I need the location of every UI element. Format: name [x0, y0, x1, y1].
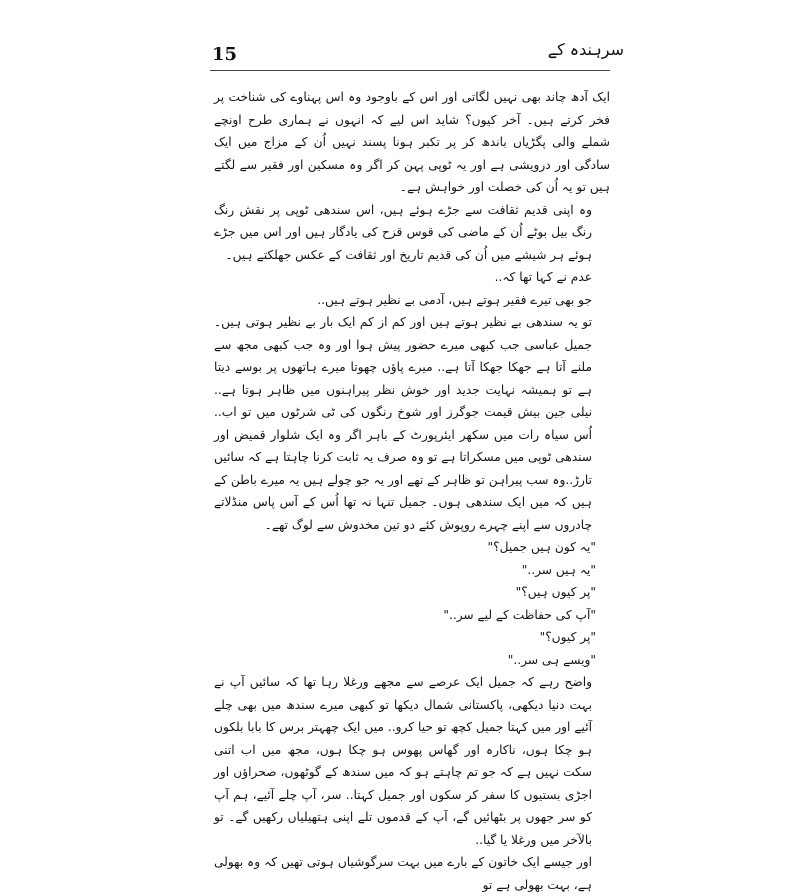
dialogue-line: "پر کیوں؟"	[539, 630, 596, 644]
dialogue-line: "یہ کون ہیں جمیل؟"	[487, 540, 596, 554]
paragraph-1: ایک آدھ چاند بھی نہیں لگاتی اور اس کے باوجود وہ اس پہناوے کی شناخت پر فخر کرتے ہیں۔ آخر کیوں؟ شاید اس لیے کہ انہوں نے ہماری طرح اونچے شملے والی پگڑیاں باندھ کر پر تکبر ہونا پسند نہیں اُن کے مزاج میں ایک سادگی اور درویشی ہے اور یہ ٹوپی پہن کر اگر وہ مسکین اور فقیر سے لگتے ہیں تو یہ اُن کی خصلت اور خواہش ہے۔	[214, 90, 610, 194]
running-header-title: سرہندہ کے	[547, 40, 624, 59]
paragraph-4: واضح رہے کہ جمیل ایک عرصے سے مجھے ورغلا رہا تھا کہ سائیں آپ نے بہت دنیا دیکھی، پاکستانی شمال دیکھا تو کبھی میرے سندھ میں بھی چلے آئیے اور میں کہتا جمیل کچھ تو حیا کرو.. میں ایک چھہتر برس کا بابا بلکوں ہو چکا ہوں، ناکارہ اور گھاس پھوس ہو چکا ہوں، مجھ میں اب اتنی سکت نہیں ہے کہ جو تم چاہتے ہو کہ میں سندھ کے گوٹھوں، صحراؤں اور اجڑی بستیوں کا سفر کر سکوں اور جمیل کہتا.. سر، آپ چلے آئیے، ہم آپ کو سر جھوں پر بٹھائیں گے، آپ کے قدموں تلے اپنی ہتھیلیاں رکھیں گے۔ تو بالآخر میں ورغلا یا گیا..	[214, 675, 592, 847]
page-body	[214, 86, 610, 896]
poet-quote-intro: عدم نے کہا تھا کہ..	[494, 270, 592, 284]
dialogue-line: "یہ ہیں سر.."	[521, 562, 596, 577]
header-divider	[210, 70, 610, 71]
dialogue-block	[214, 536, 610, 671]
paragraph-5: اور جیسے ایک خاتون کے بارے میں بہت سرگوشیاں ہوتی تھیں کہ وہ بھولی ہے، بہت بھولی ہے تو	[214, 855, 592, 892]
dialogue-line: "ویسے ہی سر.."	[507, 652, 596, 667]
paragraph-3: تو یہ سندھی بے نظیر ہوتے ہیں اور کم از کم ایک بار بے نظیر ہوتی ہیں۔ جمیل عباسی جب کبھی میرے حضور پیش ہوا اور وہ جب کبھی مجھ سے ملنے آتا ہے جھکا جھکا آتا ہے.. میرے پاؤں چھوتا میرے ہاتھوں پر بوسے دیتا ہے تو ہمیشہ نہایت جدید اور خوش نظر پیراہنوں میں ظاہر ہوتا ہے.. نیلی جین بیش قیمت جوگرز اور شوخ رنگوں کی ٹی شرٹوں میں تو اب.. اُس سیاہ رات میں سکھر ایئرپورٹ کے باہر اگر وہ ایک شلوار قمیض اور سندھی ٹوپی میں مسکراتا ہے تو وہ صرف یہ ثابت کرنا چاہتا ہے کہ سائیں تارڑ..وہ سب پیراہن تو ظاہر کے تھے اور یہ جو چولے ہیں یہ میرے باطن کے ہیں کہ میں ایک سندھی ہوں۔ جمیل تنہا نہ تھا اُس کے آس پاس منڈلاتے چادروں سے اپنے چہرے روپوش کئے دو تین مخدوش سے لوگ تھے۔	[214, 315, 592, 532]
paragraph-2: وہ اپنی قدیم ثقافت سے جڑے ہوئے ہیں، اس سندھی ٹوپی پر نقش رنگ رنگ بیل بوٹے اُن کے ماضی کی قوس قزح کی یادگار ہیں اور اس میں جڑے ہوئے ہر شیشے میں اُن کی قدیم تاریخ اور ثقافت کے عکس جھلکتے ہیں۔	[214, 202, 592, 262]
dialogue-line: "آپ کی حفاظت کے لیے سر.."	[443, 607, 596, 622]
dialogue-line: "پر کیوں ہیں؟"	[515, 585, 596, 599]
poet-quote-verse: جو بھی تیرے فقیر ہوتے ہیں، آدمی بے نظیر ہوتے ہیں..	[317, 292, 592, 307]
page-number: 15	[212, 44, 238, 65]
